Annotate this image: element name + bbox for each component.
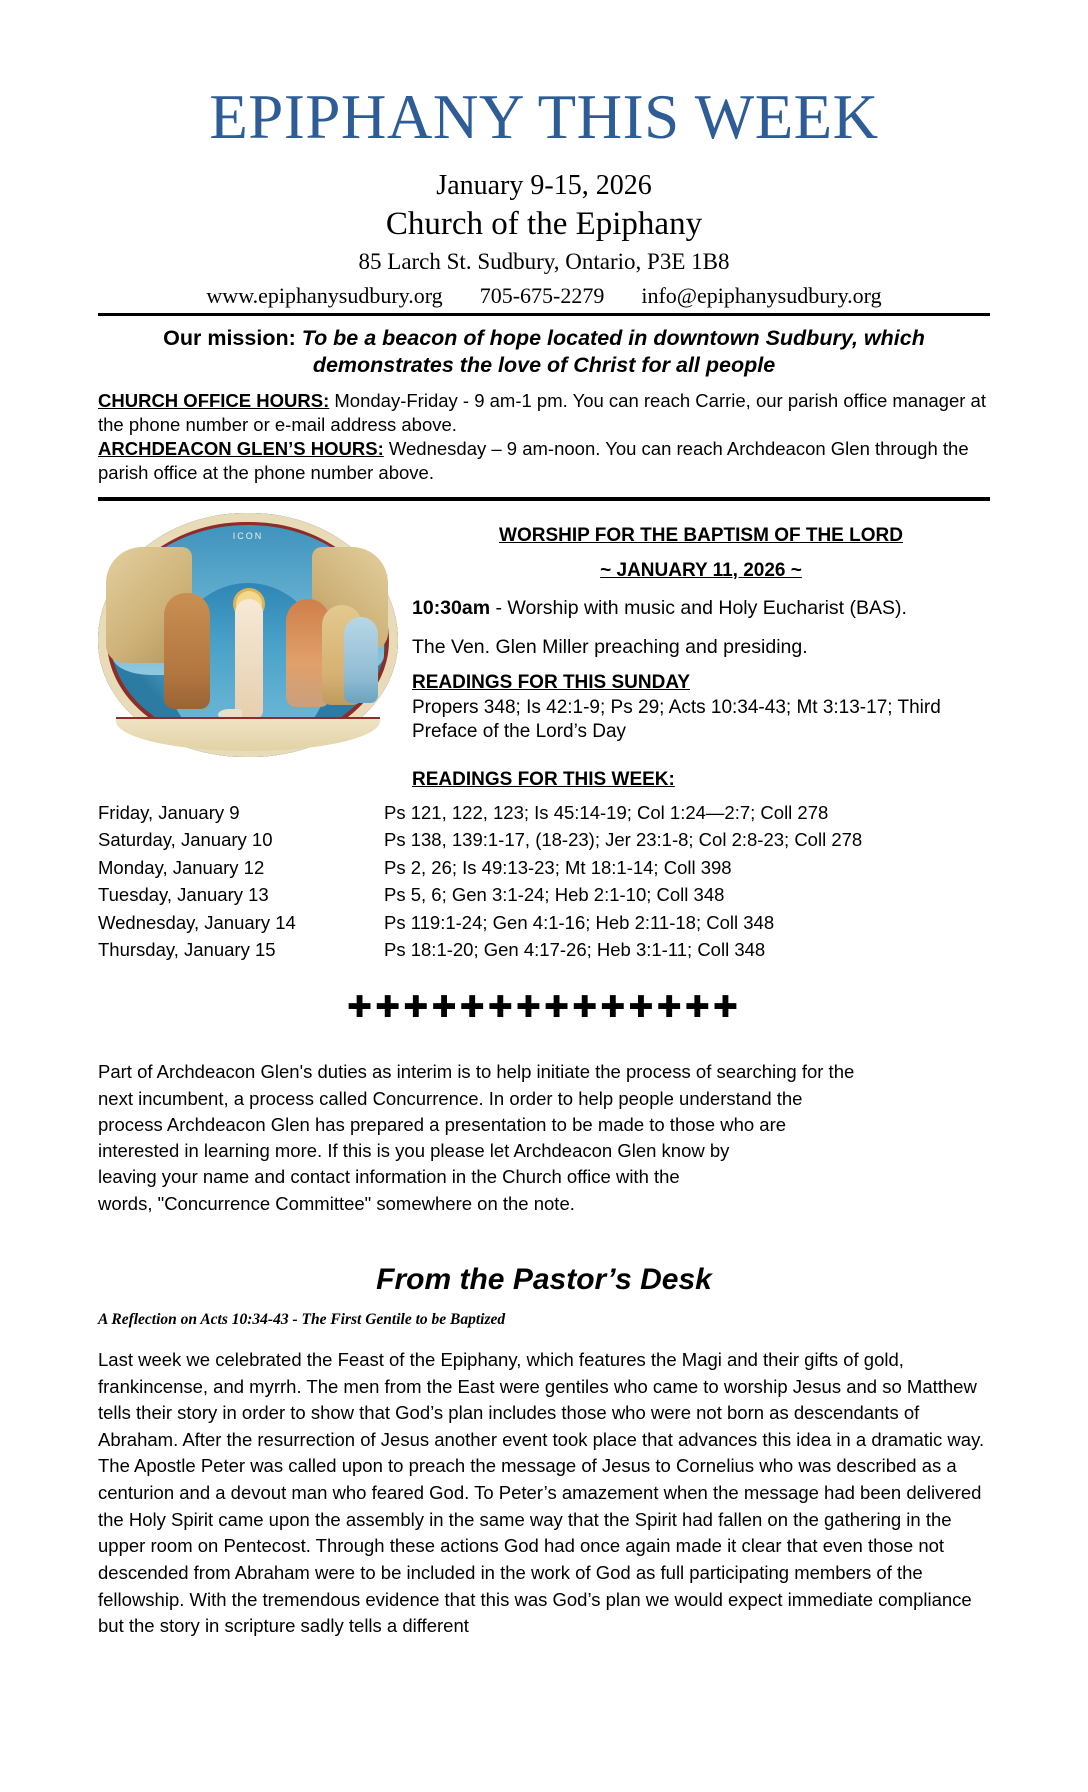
cross-icon: ✚ <box>487 990 516 1026</box>
week-readings-heading: READINGS FOR THIS WEEK: <box>412 769 675 791</box>
icon-john-baptist <box>164 593 210 709</box>
cross-icon: ✚ <box>403 990 432 1026</box>
cross-icon: ✚ <box>656 990 685 1026</box>
sunday-readings-heading: READINGS FOR THIS SUNDAY <box>412 672 690 694</box>
pastor-desk-heading: From the Pastor’s Desk <box>376 1262 712 1296</box>
website-link[interactable]: www.epiphanysudbury.org <box>206 282 443 308</box>
reading-refs: Ps 138, 139:1-17, (18-23); Jer 23:1-8; Col 2:8-23; Coll 278 <box>384 829 863 851</box>
reading-refs: Ps 5, 6; Gen 3:1-24; Heb 2:1-10; Coll 348 <box>384 884 725 906</box>
church-office-hours-text: Monday-Friday - 9 am-1 pm. You can reach Carrie, our parish office manager at the phone number or e-mail address above. <box>98 389 986 435</box>
sunday-readings-text: Propers 348; Is 42:1-9; Ps 29; Acts 10:34-43; Mt 3:13-17; Third Preface of the Lord’s Day <box>412 697 941 742</box>
cross-icon: ✚ <box>684 990 713 1026</box>
mission-label: Our mission: <box>163 325 296 350</box>
cross-icon: ✚ <box>431 990 460 1026</box>
worship-service-desc: - Worship with music and Holy Eucharist (BAS). <box>490 597 907 620</box>
cross-icon: ✚ <box>347 990 376 1026</box>
baptism-icon-image <box>98 513 398 757</box>
cross-icon: ✚ <box>544 990 573 1026</box>
archdeacon-hours <box>98 437 990 485</box>
concurrence-notice <box>98 1059 990 1217</box>
week-readings-table <box>98 799 990 963</box>
cross-icon: ✚ <box>515 990 544 1026</box>
pastor-desk-body: Last week we celebrated the Feast of the Epiphany, which features the Magi and their gifts of gold, frankincense, and myrrh. The men from the East were gentiles who came to worship Jesus and so Matthew tells their story in order to show that God’s plan includes those who were not born as descendants of Abraham. After the resurrection of Jesus another event took place that advances this idea in a dramatic way. The Apostle Peter was called upon to preach the message of Jesus to Cornelius who was described as a centurion and a devout man who feared God. To Peter’s amazement when the message had been delivered the Holy Spirit came upon the assembly in the same way that the Spirit had fallen on the gathering in the upper room on Pentecost. Through these actions God had once again made it clear that even those not descended from Abraham were to be included in the work of God as full participating members of the fellowship. With the tremendous evidence that this was God’s plan we would expect immediate compliance but the story in scripture sadly tells a different <box>98 1348 985 1637</box>
pastor-desk-subheading: A Reflection on Acts 10:34-43 - The First Gentile to be Baptized <box>98 1310 506 1328</box>
worship-service-line <box>412 596 990 621</box>
archdeacon-hours-text: Wednesday – 9 am-noon. You can reach Archdeacon Glen through the parish office at the phone number above. <box>98 437 969 484</box>
contact-line <box>98 283 990 308</box>
reading-refs: Ps 119:1-24; Gen 4:1-16; Heb 2:11-18; Coll 348 <box>384 911 775 933</box>
reading-refs: Ps 2, 26; Is 49:13-23; Mt 18:1-14; Coll 398 <box>384 856 732 878</box>
concurrence-line: interested in learning more. If this is you please let Archdeacon Glen know by <box>98 1140 730 1162</box>
section-divider <box>98 497 990 501</box>
masthead <box>98 0 990 308</box>
church-address: 85 Larch St. Sudbury, Ontario, P3E 1B8 <box>358 249 730 275</box>
concurrence-line: words, "Concurrence Committee" somewhere on the note. <box>98 1192 575 1214</box>
reading-day: Monday, January 12 <box>98 856 265 878</box>
cross-icon: ✚ <box>375 990 404 1026</box>
icon-inscription: ICON <box>232 531 264 542</box>
worship-date: ~ JANUARY 11, 2026 ~ <box>600 559 802 581</box>
cross-icon: ✚ <box>572 990 601 1026</box>
issue-dates: January 9-15, 2026 <box>436 170 652 201</box>
concurrence-line: process Archdeacon Glen has prepared a presentation to be made to those who are <box>98 1113 787 1135</box>
cross-icon: ✚ <box>459 990 488 1026</box>
reading-refs: Ps 18:1-20; Gen 4:17-26; Heb 3:1-11; Coll 348 <box>384 938 766 960</box>
reading-day: Thursday, January 15 <box>98 938 276 960</box>
worship-time: 10:30am <box>412 597 491 620</box>
reading-day: Friday, January 9 <box>98 802 240 824</box>
phone-number[interactable]: 705-675-2279 <box>479 282 605 308</box>
worship-celebrant: The Ven. Glen Miller preaching and presiding. <box>412 635 808 658</box>
masthead-divider <box>98 313 990 316</box>
church-name: Church of the Epiphany <box>385 206 703 243</box>
reading-day: Saturday, January 10 <box>98 829 273 851</box>
reading-refs: Ps 121, 122, 123; Is 45:14-19; Col 1:24—2:7; Coll 278 <box>384 802 829 824</box>
icon-christ-figure <box>235 599 263 719</box>
email-link[interactable]: info@epiphanysudbury.org <box>641 282 882 308</box>
cross-icon: ✚ <box>628 990 657 1026</box>
concurrence-line: leaving your name and contact information in the Church office with the <box>98 1166 680 1188</box>
worship-section <box>98 513 990 757</box>
cross-icon: ✚ <box>712 990 741 1026</box>
church-office-hours-label: CHURCH OFFICE HOURS: <box>98 389 330 411</box>
worship-details <box>412 513 990 744</box>
table-row <box>98 854 990 881</box>
table-row <box>98 909 990 936</box>
cross-divider <box>98 990 990 1026</box>
table-row <box>98 881 990 908</box>
office-hours-block <box>98 389 990 485</box>
worship-heading: WORSHIP FOR THE BAPTISM OF THE LORD <box>499 525 903 547</box>
mission-statement <box>98 325 990 380</box>
icon-base <box>116 717 380 751</box>
mission-text: To be a beacon of hope located in downtown Sudbury, which demonstrates the love of Christ for all people <box>301 325 925 378</box>
concurrence-line: Part of Archdeacon Glen's duties as interim is to help initiate the process of searching for the <box>98 1061 855 1083</box>
archdeacon-hours-label: ARCHDEACON GLEN’S HOURS: <box>98 437 384 459</box>
concurrence-line: next incumbent, a process called Concurrence. In order to help people understand the <box>98 1087 803 1109</box>
table-row <box>98 936 990 963</box>
icon-angel-3 <box>344 617 378 703</box>
table-row <box>98 799 990 826</box>
table-row <box>98 826 990 853</box>
page-title: EPIPHANY THIS WEEK <box>209 82 879 152</box>
reading-day: Tuesday, January 13 <box>98 884 269 906</box>
church-office-hours <box>98 389 990 437</box>
cross-icon: ✚ <box>600 990 629 1026</box>
reading-day: Wednesday, January 14 <box>98 911 296 933</box>
